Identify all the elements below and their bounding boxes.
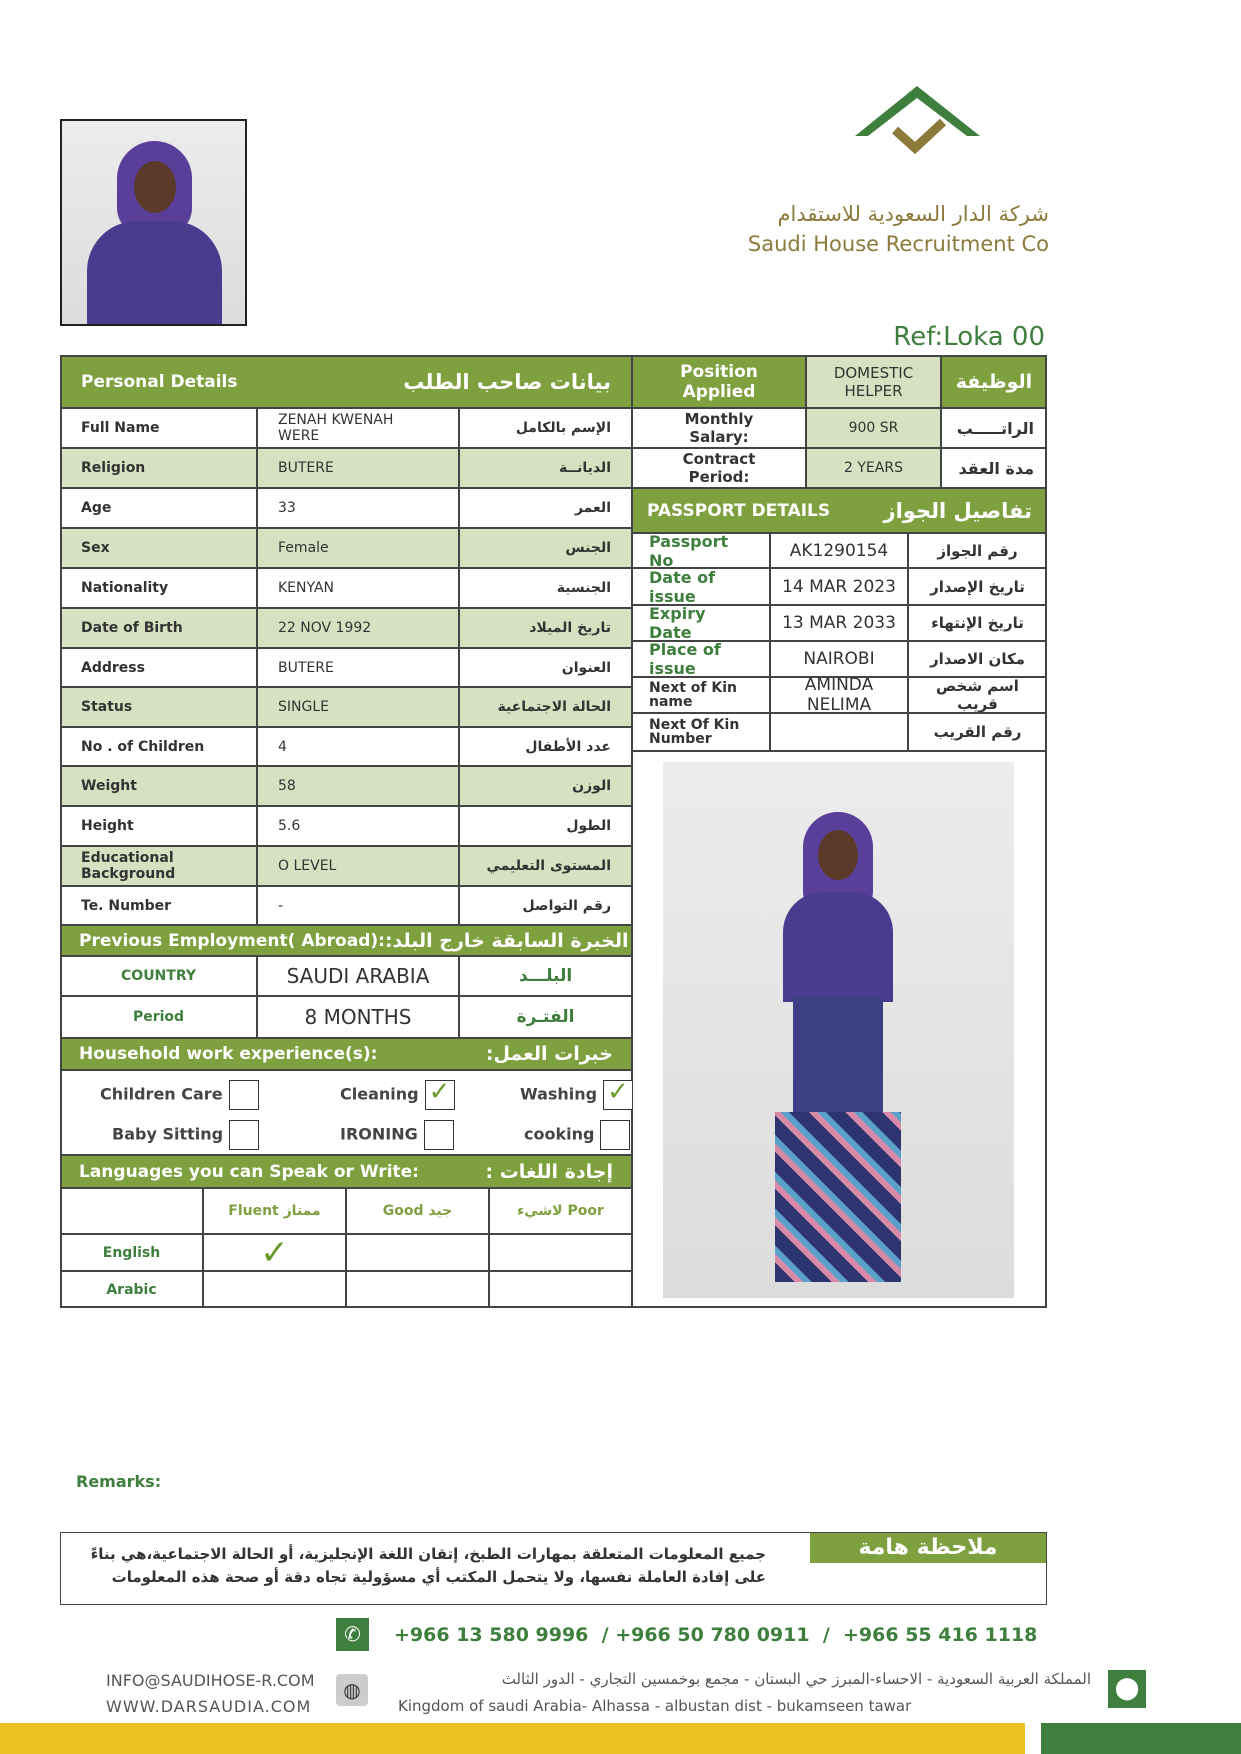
field-value: O LEVEL: [257, 846, 459, 886]
checkbox[interactable]: [229, 1080, 259, 1110]
passport-field-label: Expiry Date: [632, 605, 770, 641]
language-level-header: لاشيء Poor: [489, 1188, 632, 1234]
passport-details-header-en: PASSPORT DETAILS: [647, 500, 831, 521]
checkbox[interactable]: [600, 1120, 630, 1150]
check-icon: ✓: [428, 1077, 451, 1107]
household-item: [112, 1120, 259, 1150]
field-label: Date of Birth: [60, 608, 257, 648]
field-label-ar: الإسم بالكامل: [459, 408, 632, 448]
personal-details-header: [60, 355, 632, 408]
field-label-ar: العمر: [459, 488, 632, 528]
field-value: SINGLE: [257, 687, 459, 727]
passport-field-label-ar: اسم شخص قريب: [908, 677, 1047, 713]
passport-details-header: [632, 488, 1047, 533]
household-item: [340, 1120, 454, 1150]
field-label-ar: الفتـرة: [459, 996, 632, 1038]
field-label-ar: تاريخ الميلاد: [459, 608, 632, 648]
household-item: [520, 1077, 633, 1110]
field-value: BUTERE: [257, 648, 459, 687]
passport-field-label: Next of Kin name: [632, 677, 770, 713]
passport-field-label: Next Of Kin Number: [632, 713, 770, 751]
passport-field-label-ar: رقم الجواز: [908, 533, 1047, 568]
field-label: Contract Period:: [632, 448, 806, 488]
check-icon: ✓: [607, 1077, 629, 1107]
passport-details-header-ar: تفاصيل الجواز: [883, 498, 1032, 523]
location-pin-icon: ⬤: [1108, 1670, 1146, 1708]
important-note: [60, 1532, 1047, 1605]
field-value: KENYAN: [257, 568, 459, 608]
field-label: Period: [60, 996, 257, 1038]
household-item-label: Children Care: [100, 1084, 223, 1104]
checkbox[interactable]: [425, 1077, 455, 1110]
field-value: 5.6: [257, 806, 459, 846]
field-label-ar: عدد الأطفال: [459, 727, 632, 766]
household-header-en: Household work experience(s):: [79, 1044, 378, 1064]
field-label-ar: الراتـــــب: [941, 408, 1047, 448]
language-level-header: Fluent ممتاز: [203, 1188, 346, 1234]
language-level-header: Good جيد: [346, 1188, 489, 1234]
languages-header-ar: إجادة اللغات :: [485, 1160, 613, 1183]
personal-details-header-en: Personal Details: [81, 371, 238, 392]
check-icon: ✓: [203, 1234, 346, 1271]
applicant-photo-small: [60, 119, 247, 326]
field-label: Te. Number: [60, 886, 257, 925]
household-item-label: cooking: [524, 1124, 595, 1144]
passport-field-label-ar: تاريخ الإنتهاء: [908, 605, 1047, 641]
company-name-ar: شركة الدار السعودية للاستقدام: [777, 202, 1049, 226]
field-label: Height: [60, 806, 257, 846]
field-value: BUTERE: [257, 448, 459, 488]
field-label: Monthly Salary:: [632, 408, 806, 448]
field-label-ar: الديانــة: [459, 448, 632, 488]
field-value: 900 SR: [806, 408, 941, 448]
field-label-ar: الوزن: [459, 766, 632, 806]
company-name-en: Saudi House Recruitment Co: [747, 232, 1049, 256]
passport-field-label: Date of issue: [632, 568, 770, 605]
passport-field-label: Passport No: [632, 533, 770, 568]
passport-field-label: Place of issue: [632, 641, 770, 677]
languages-header-en: Languages you can Speak or Write:: [79, 1161, 419, 1182]
field-label: Nationality: [60, 568, 257, 608]
field-label-ar: الحالة الاجتماعية: [459, 687, 632, 727]
field-value: ZENAH KWENAH WERE: [257, 408, 459, 448]
language-name: Arabic: [60, 1271, 203, 1308]
language-level-cell: [489, 1271, 632, 1308]
passport-field-value: NAIROBI: [770, 641, 908, 677]
globe-icon: ◍: [336, 1674, 368, 1706]
field-label: Status: [60, 687, 257, 727]
note-line-1: جميع المعلومات المتعلقة بمهارات الطبخ، إتقان اللغة الإنجليزية، أو الحالة الاجتماعية،هي بناءً: [90, 1545, 766, 1563]
field-label-ar: العنوان: [459, 648, 632, 687]
note-title: ملاحظة هامة: [810, 1533, 1046, 1563]
household-header: [60, 1038, 632, 1070]
languages-header: [60, 1155, 632, 1188]
applicant-photo-full: [663, 762, 1014, 1298]
field-label: Age: [60, 488, 257, 528]
passport-field-label-ar: رقم القريب: [908, 713, 1047, 751]
email[interactable]: INFO@SAUDIHOSE-R.COM: [106, 1671, 315, 1690]
household-item-label: Baby Sitting: [112, 1124, 224, 1144]
language-name: English: [60, 1234, 203, 1271]
passport-field-label-ar: تاريخ الإصدار: [908, 568, 1047, 605]
field-value: 22 NOV 1992: [257, 608, 459, 648]
personal-details-header-ar: بيانات صاحب الطلب: [403, 369, 611, 394]
field-value: SAUDI ARABIA: [257, 956, 459, 996]
passport-field-value: AMINDA NELIMA: [770, 677, 908, 713]
field-value: 8 MONTHS: [257, 996, 459, 1038]
phone-icon: ✆: [336, 1618, 369, 1651]
language-corner-cell: [60, 1188, 203, 1234]
passport-field-value: AK1290154: [770, 533, 908, 568]
language-level-cell: [203, 1271, 346, 1308]
note-line-2: على إفادة العاملة نفسها، ولا يتحمل المكتب أي مسؤولية تجاه دقة أو صحة هذه المعلومات: [111, 1568, 766, 1586]
address-en: Kingdom of saudi Arabia- Alhassa - albustan dist - bukamseen tawar: [398, 1697, 912, 1715]
household-item: [524, 1120, 630, 1150]
field-label: Educational Background: [60, 846, 257, 886]
position-applied-label: Position Applied: [632, 355, 806, 408]
field-label-ar: الجنس: [459, 528, 632, 568]
household-item: [100, 1080, 259, 1110]
field-value: Female: [257, 528, 459, 568]
passport-field-label-ar: مكان الاصدار: [908, 641, 1047, 677]
passport-field-value: [770, 713, 908, 751]
company-logo-icon: [855, 86, 980, 161]
previous-employment-header-en: Previous Employment( Abroad):: [79, 930, 385, 951]
checkbox[interactable]: [603, 1077, 633, 1110]
field-label: Weight: [60, 766, 257, 806]
language-level-cell: [489, 1234, 632, 1271]
field-label-ar: الجنسية: [459, 568, 632, 608]
remarks-label: Remarks:: [76, 1472, 162, 1491]
household-item-label: Cleaning: [340, 1084, 419, 1104]
field-label: Full Name: [60, 408, 257, 448]
website[interactable]: WWW.DARSAUDIA.COM: [106, 1697, 312, 1716]
checkbox[interactable]: [424, 1120, 454, 1150]
field-label: No . of Children: [60, 727, 257, 766]
field-value: 33: [257, 488, 459, 528]
field-label: Address: [60, 648, 257, 687]
field-value: 4: [257, 727, 459, 766]
household-header-ar: خبرات العمل:: [485, 1043, 613, 1065]
language-level-cell: [346, 1234, 489, 1271]
field-value: 58: [257, 766, 459, 806]
position-applied-label-ar: الوظيفة: [941, 355, 1047, 408]
field-label-ar: مدة العقد: [941, 448, 1047, 488]
language-level-cell: [346, 1271, 489, 1308]
address-ar: المملكة العربية السعودية - الاحساء-المبرز حي البستان - مجمع بوخمسين التجاري - الدور الثالث: [501, 1670, 1091, 1688]
passport-field-value: 13 MAR 2033: [770, 605, 908, 641]
field-label-ar: الطول: [459, 806, 632, 846]
field-label-ar: رقم التواصل: [459, 886, 632, 925]
footer-bar-green: [1041, 1723, 1241, 1754]
field-label: Religion: [60, 448, 257, 488]
field-value: -: [257, 886, 459, 925]
field-label-ar: البلـــد: [459, 956, 632, 996]
field-label: Sex: [60, 528, 257, 568]
footer-bar-yellow: [0, 1723, 1025, 1754]
previous-employment-header-ar: الخبرة السابقة خارج البلد:: [384, 929, 629, 952]
household-item-label: Washing: [520, 1084, 598, 1104]
passport-field-value: 14 MAR 2023: [770, 568, 908, 605]
reference-number: Ref:Loka 00: [893, 322, 1045, 352]
field-label: COUNTRY: [60, 956, 257, 996]
household-item: [340, 1077, 455, 1110]
field-value: 2 YEARS: [806, 448, 941, 488]
previous-employment-header: [60, 925, 632, 956]
checkbox[interactable]: [229, 1120, 259, 1150]
position-applied-value: DOMESTIC HELPER: [806, 355, 941, 408]
field-label-ar: المستوى التعليمي: [459, 846, 632, 886]
household-item-label: IRONING: [340, 1124, 418, 1144]
phone-numbers: +966 13 580 9996 / +966 50 780 0911 / +966 55 416 1118: [394, 1624, 1038, 1646]
